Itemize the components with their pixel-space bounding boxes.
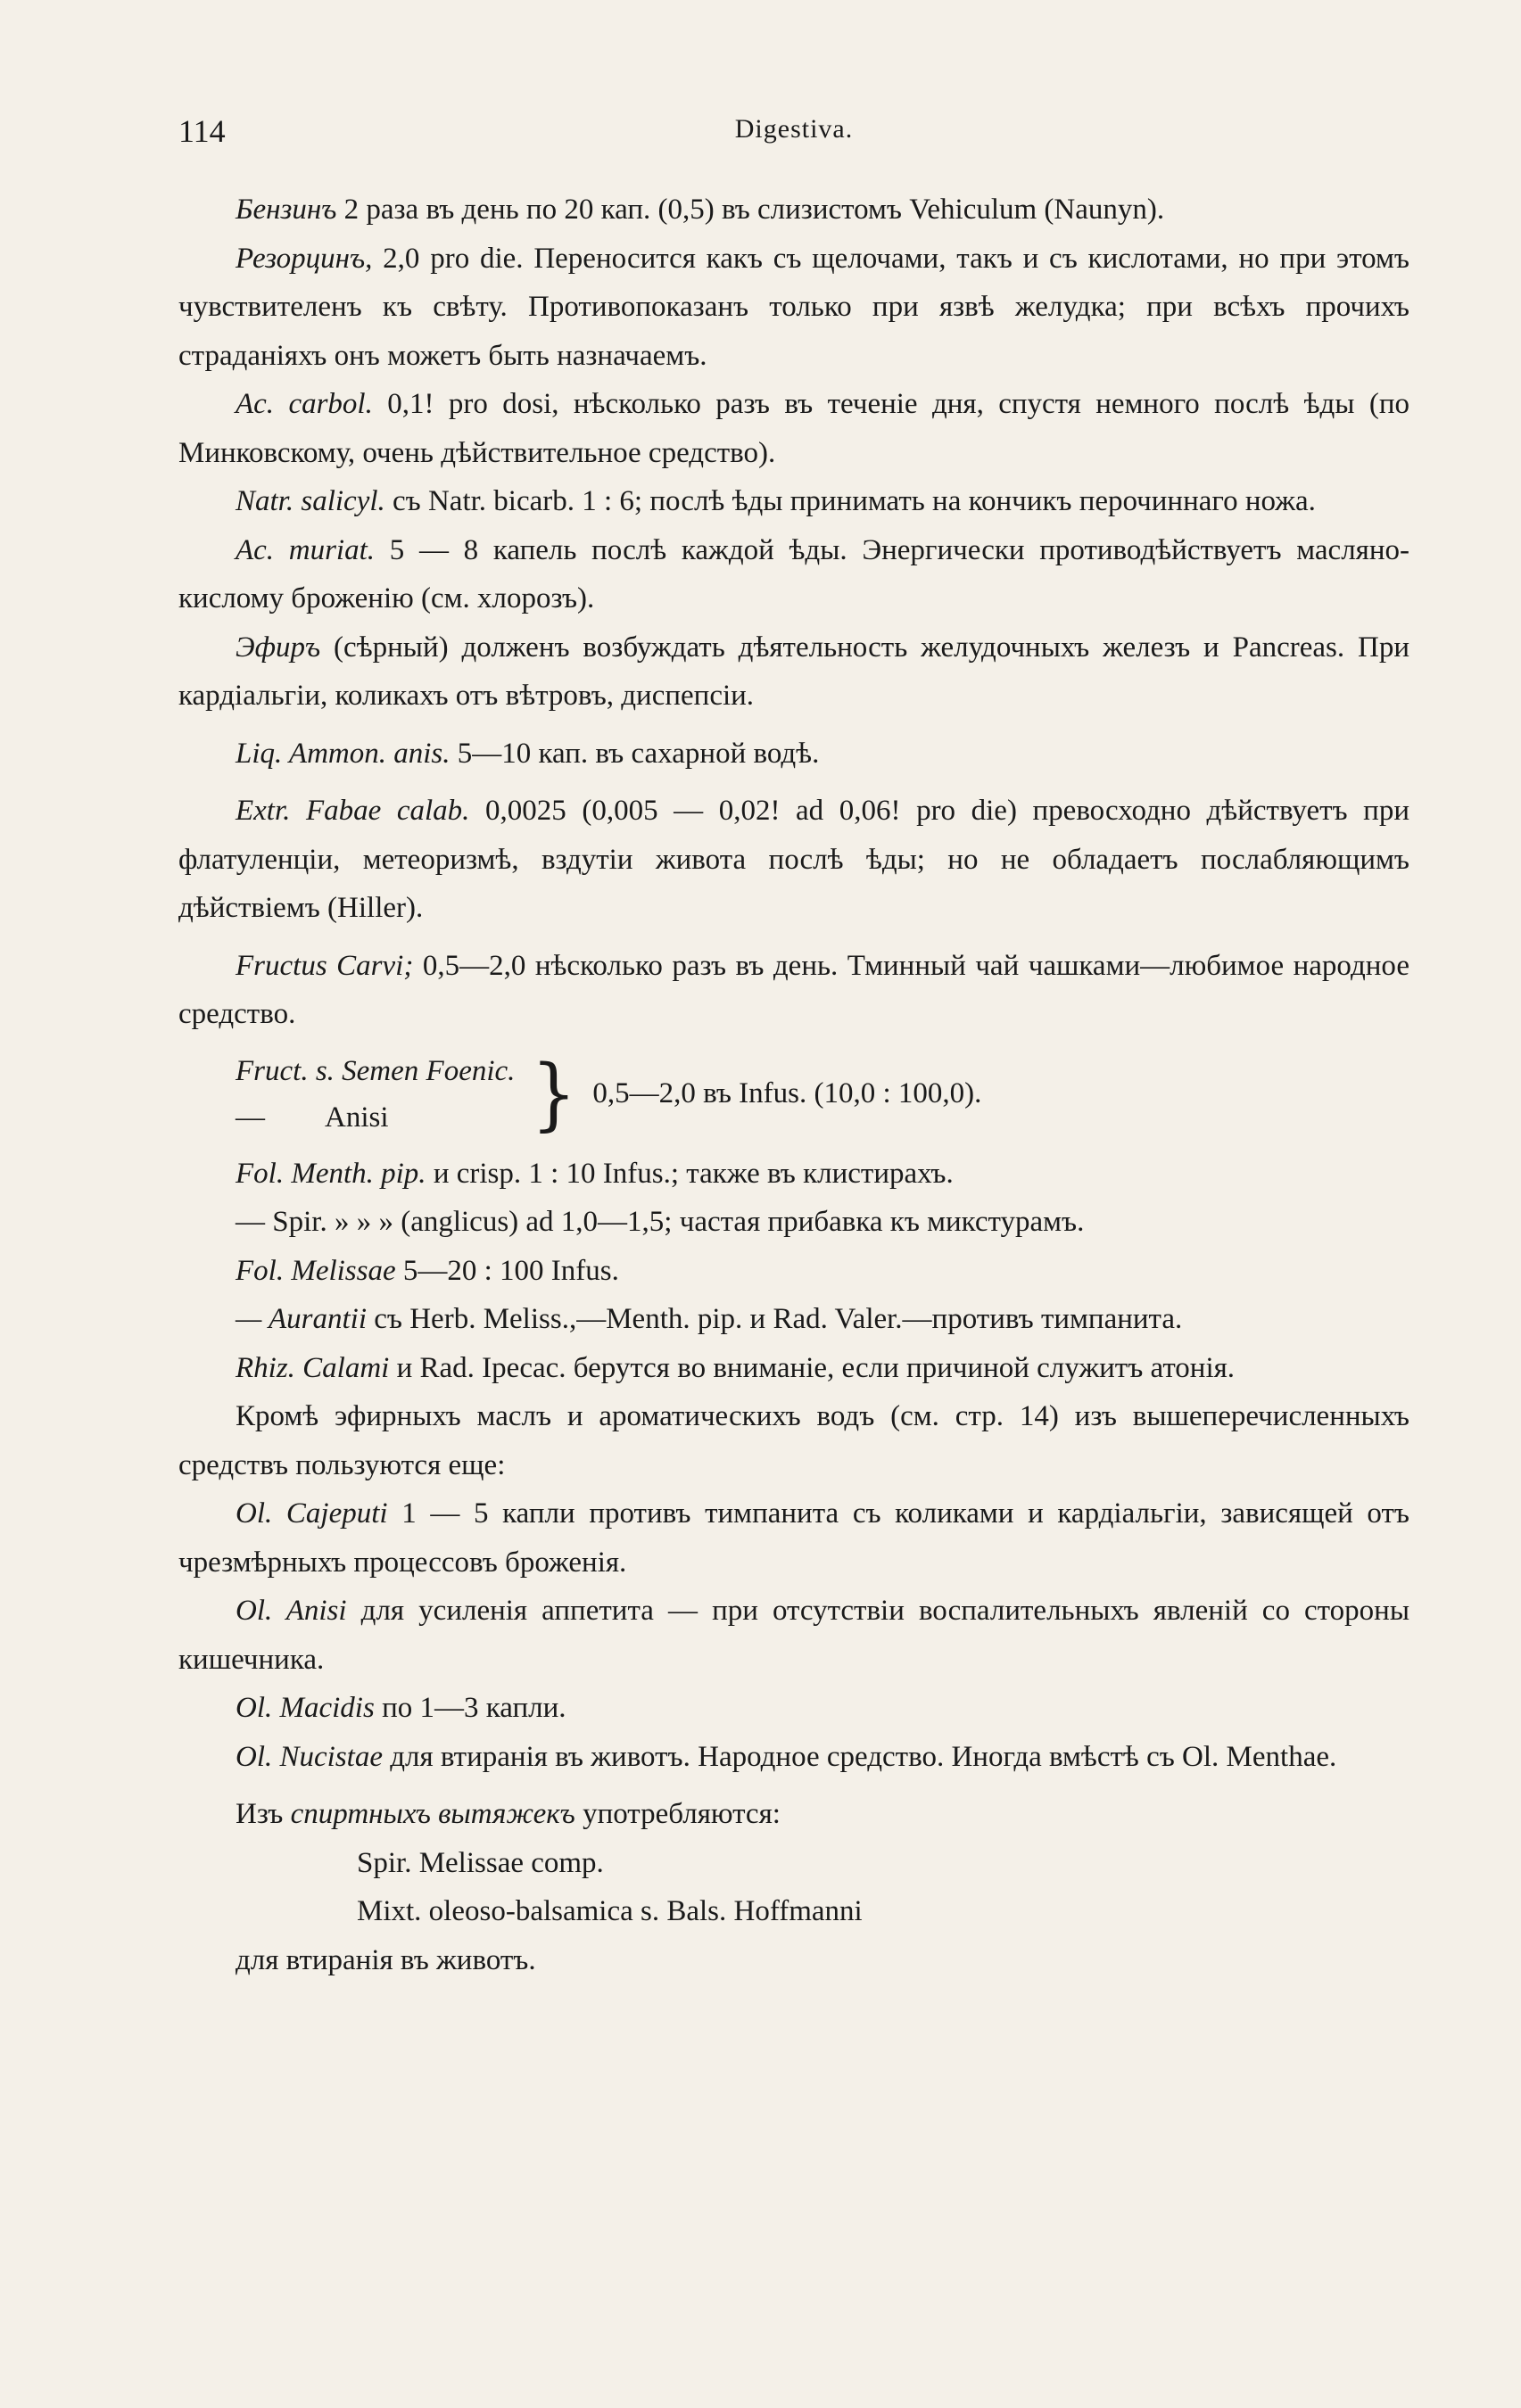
ditto-dash: —	[236, 1101, 265, 1134]
intro-italic: спиртныхъ вытяжекъ	[290, 1798, 575, 1830]
intro-prefix: Изъ	[236, 1798, 291, 1830]
paragraph	[178, 730, 1409, 779]
paragraph	[178, 1392, 1409, 1489]
paragraph-text: съ Natr. bicarb. 1 : 6; послѣ ѣды принимать на кончикъ перочиннаго ножа.	[384, 485, 1316, 517]
paragraph-text: 0,5—2,0 нѣсколько разъ въ день. Тминный чай чашками—любимое народное средство.	[178, 949, 1409, 1030]
paragraph	[178, 623, 1409, 721]
paragraph-text: по 1—3 капли.	[374, 1692, 566, 1724]
drug-name: Extr. Fabae calab.	[236, 795, 470, 827]
paragraph	[178, 1150, 1409, 1199]
intro-suffix: употребляются:	[575, 1798, 781, 1830]
drug-name: Liq. Ammon. anis.	[236, 737, 451, 770]
drug-name: Ac. carbol.	[236, 388, 373, 420]
drug-name: Ol. Macidis	[236, 1692, 375, 1724]
paragraph-text: » » » (anglicus) ad 1,0—1,5; частая прибавка къ микстурамъ.	[327, 1206, 1085, 1238]
drug-name: Rhiz. Calami	[236, 1351, 390, 1384]
drug-name: Ol. Cajeputi	[236, 1497, 388, 1530]
paragraph	[178, 235, 1409, 381]
paragraph-text: 2 раза въ день по 20 кап. (0,5) въ слизистомъ Vehiculum (Naunyn).	[336, 194, 1165, 226]
paragraph	[178, 1198, 1409, 1247]
page-number: 114	[178, 113, 226, 149]
drug-name: Резорцинъ,	[236, 242, 373, 275]
paragraph	[178, 1733, 1409, 1782]
page-body	[178, 186, 1409, 1984]
paragraph	[178, 380, 1409, 477]
paragraph	[178, 477, 1409, 526]
paragraph	[178, 1295, 1409, 1344]
closing-item: Spir. Melissae comp.	[357, 1846, 604, 1879]
drug-name: Ol. Nucistae	[236, 1740, 383, 1773]
paragraph	[178, 787, 1409, 933]
drug-name: Anisi	[325, 1101, 389, 1134]
paragraph-text: и crisp. 1 : 10 Infus.; также въ клистирахъ.	[426, 1157, 954, 1190]
paragraph-text: и Rad. Ipecac. берутся во вниманіе, если причиной служитъ атонія.	[389, 1351, 1236, 1384]
paragraph-text: (сѣрный) долженъ возбуждать дѣятельность желудочныхъ железъ и Pancreas. При кардіальгіи, коликахъ отъ вѣтровъ, диспепсіи.	[178, 631, 1409, 712]
drug-name: Ol. Anisi	[236, 1595, 347, 1627]
closing-item: для втиранія въ животъ.	[236, 1943, 536, 1976]
paragraph	[178, 1247, 1409, 1296]
paragraph-text: 5—20 : 100 Infus.	[395, 1254, 619, 1287]
paragraph-text: для усиленія аппетита — при отсутствіи воспалительныхъ явленій со стороны кишечника.	[178, 1595, 1409, 1676]
drug-name: Fol. Melissae	[236, 1254, 396, 1287]
brace-items	[236, 1048, 515, 1141]
paragraph-text: съ Herb. Meliss.,—Menth. pip. и Rad. Valer.—противъ тимпанита.	[367, 1303, 1183, 1335]
drug-name: Бензинъ	[236, 194, 337, 226]
paragraph-text: для втиранія въ животъ. Народное средство. Иногда вмѣстѣ съ Ol. Menthae.	[382, 1740, 1337, 1773]
page-header	[178, 112, 1409, 157]
paragraph-text: 0,1! pro dosi, нѣсколько разъ въ теченіе дня, спустя немного послѣ ѣды (по Минковскому, очень дѣйствительное средство).	[178, 388, 1409, 469]
paragraph	[178, 526, 1409, 623]
paragraph-text: 5—10 кап. въ сахарной водѣ.	[450, 737, 820, 770]
paragraph	[178, 942, 1409, 1039]
paragraph	[178, 1684, 1409, 1733]
paragraph-text: 1 — 5 капли противъ тимпанита съ коликами и кардіальгіи, зависящей отъ чрезмѣрныхъ процессовъ броженія.	[178, 1497, 1409, 1579]
drug-name: Fructus Carvi;	[236, 949, 414, 982]
right-brace: }	[531, 1047, 577, 1140]
paragraph-text: Кромѣ эфирныхъ маслъ и ароматическихъ водъ (см. стр. 14) изъ вышеперечисленныхъ средствъ пользуются еще:	[178, 1400, 1409, 1481]
paragraph-text: 2,0 pro die. Переносится какъ съ щелочами, такъ и съ кислотами, но при этомъ чувствителенъ къ свѣту. Противопоказанъ только при язвѣ желудка; при всѣхъ прочихъ страданіяхъ онъ можетъ быть назначаемъ.	[178, 242, 1409, 372]
paragraph	[178, 1489, 1409, 1587]
paragraph	[178, 186, 1409, 235]
running-head: Digestiva.	[734, 114, 854, 144]
paragraph-text: 0,0025 (0,005 — 0,02! ad 0,06! pro die) превосходно дѣйствуетъ при флатуленціи, метеоризмѣ, вздутіи живота послѣ ѣды; но не обладаетъ послабляющимъ дѣйствіемъ (Hiller).	[178, 795, 1409, 924]
closing-item: Mixt. oleoso-balsamica s. Bals. Hoffmanni	[357, 1895, 863, 1927]
drug-name: Fruct. s. Semen Foenic.	[236, 1054, 516, 1087]
drug-name: Эфиръ	[236, 631, 321, 664]
paragraph	[178, 1587, 1409, 1684]
drug-name: — Spir.	[236, 1206, 327, 1238]
paragraph	[178, 1344, 1409, 1393]
drug-name: — Aurantii	[236, 1303, 368, 1335]
paragraph-text: 5 — 8 капель послѣ каждой ѣды. Энергически противодѣйствуетъ масляно-кислому броженію (см. хлорозъ).	[178, 533, 1409, 614]
drug-name: Fol. Menth. pip.	[236, 1157, 426, 1190]
brace-dosage: 0,5—2,0 въ Infus. (10,0 : 100,0).	[592, 1077, 982, 1110]
closing-intro	[178, 1790, 1409, 1839]
brace-group	[178, 1048, 1409, 1141]
drug-name: Natr. salicyl.	[236, 485, 385, 517]
drug-name: Ac. muriat.	[236, 533, 376, 566]
